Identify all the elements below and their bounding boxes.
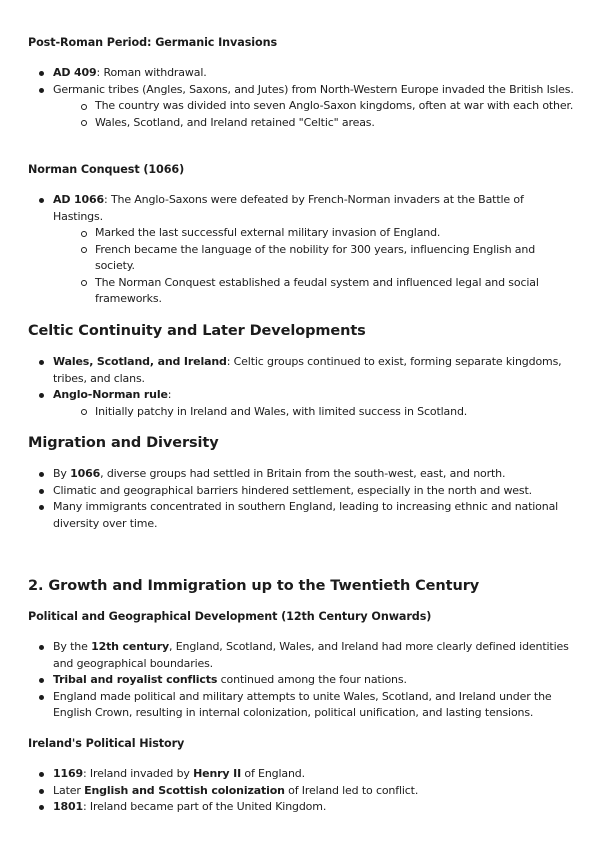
sub-list-item: Marked the last successful external military invasion of England. bbox=[53, 225, 574, 242]
section-heading: Ireland's Political History bbox=[28, 737, 185, 750]
political-heading bbox=[28, 610, 574, 624]
sub-list-item: The country was divided into seven Anglo-Saxon kingdoms, often at war with each other. bbox=[53, 98, 574, 115]
list-item: By the 12th century, England, Scotland, Wales, and Ireland had more clearly defined identities and geographical boundaries. bbox=[28, 639, 574, 672]
growth-heading bbox=[28, 577, 574, 595]
norman-list bbox=[28, 192, 574, 308]
list-item: England made political and military attempts to unite Wales, Scotland, and Ireland under the English Crown, resulting in internal colonization, political unification, and lasting tensions. bbox=[28, 689, 574, 722]
sub-list-item: Initially patchy in Ireland and Wales, with limited success in Scotland. bbox=[53, 404, 574, 421]
list-item: Later English and Scottish colonization of Ireland led to conflict. bbox=[28, 783, 574, 800]
political-list bbox=[28, 639, 574, 722]
list-item: Wales, Scotland, and Ireland: Celtic groups continued to exist, forming separate kingdoms, tribes, and clans. bbox=[28, 354, 574, 387]
section-heading: Migration and Diversity bbox=[28, 435, 219, 451]
list-item: AD 1066: The Anglo-Saxons were defeated by French-Norman invaders at the Battle of Hastings. Marked the last successful external military invasion of England. French became the language of the nobility for 300 years, influencing English and society. The Norman Conquest established a feudal system and influenced legal and social frameworks. bbox=[28, 192, 574, 308]
list-item: 1801: Ireland became part of the United Kingdom. bbox=[28, 799, 574, 816]
section-heading: Norman Conquest (1066) bbox=[28, 163, 185, 176]
section-heading: 2. Growth and Immigration up to the Twentieth Century bbox=[28, 578, 480, 594]
sub-list-item: Wales, Scotland, and Ireland retained "Celtic" areas. bbox=[53, 115, 574, 132]
list-item: AD 409: Roman withdrawal. bbox=[28, 65, 574, 82]
list-item: Climatic and geographical barriers hindered settlement, especially in the north and west. bbox=[28, 483, 574, 500]
norman-heading bbox=[28, 163, 574, 177]
list-item: Many immigrants concentrated in southern England, leading to increasing ethnic and national diversity over time. bbox=[28, 499, 574, 532]
post-roman-heading bbox=[28, 36, 574, 50]
list-item: By 1066, diverse groups had settled in Britain from the south-west, east, and north. bbox=[28, 466, 574, 483]
list-item: Tribal and royalist conflicts continued among the four nations. bbox=[28, 672, 574, 689]
sub-list-item: French became the language of the nobility for 300 years, influencing English and society. bbox=[53, 242, 574, 275]
ireland-list bbox=[28, 766, 574, 816]
list-item: Anglo-Norman rule: Initially patchy in Ireland and Wales, with limited success in Scotland. bbox=[28, 387, 574, 420]
migration-list bbox=[28, 466, 574, 532]
list-item: Germanic tribes (Angles, Saxons, and Jutes) from North-Western Europe invaded the British Isles. The country was divided into seven Anglo-Saxon kingdoms, often at war with each other. Wales, Scotland, and Ireland retained "Celtic" areas. bbox=[28, 82, 574, 132]
list-item: 1169: Ireland invaded by Henry II of England. bbox=[28, 766, 574, 783]
section-heading: Political and Geographical Development (12th Century Onwards) bbox=[28, 610, 432, 623]
celtic-heading bbox=[28, 322, 574, 340]
sub-list-item: The Norman Conquest established a feudal system and influenced legal and social frameworks. bbox=[53, 275, 574, 308]
celtic-list bbox=[28, 354, 574, 420]
section-heading: Celtic Continuity and Later Developments bbox=[28, 323, 366, 339]
migration-heading bbox=[28, 434, 574, 452]
post-roman-list bbox=[28, 65, 574, 131]
section-heading: Post-Roman Period: Germanic Invasions bbox=[28, 36, 277, 49]
ireland-heading bbox=[28, 737, 574, 751]
